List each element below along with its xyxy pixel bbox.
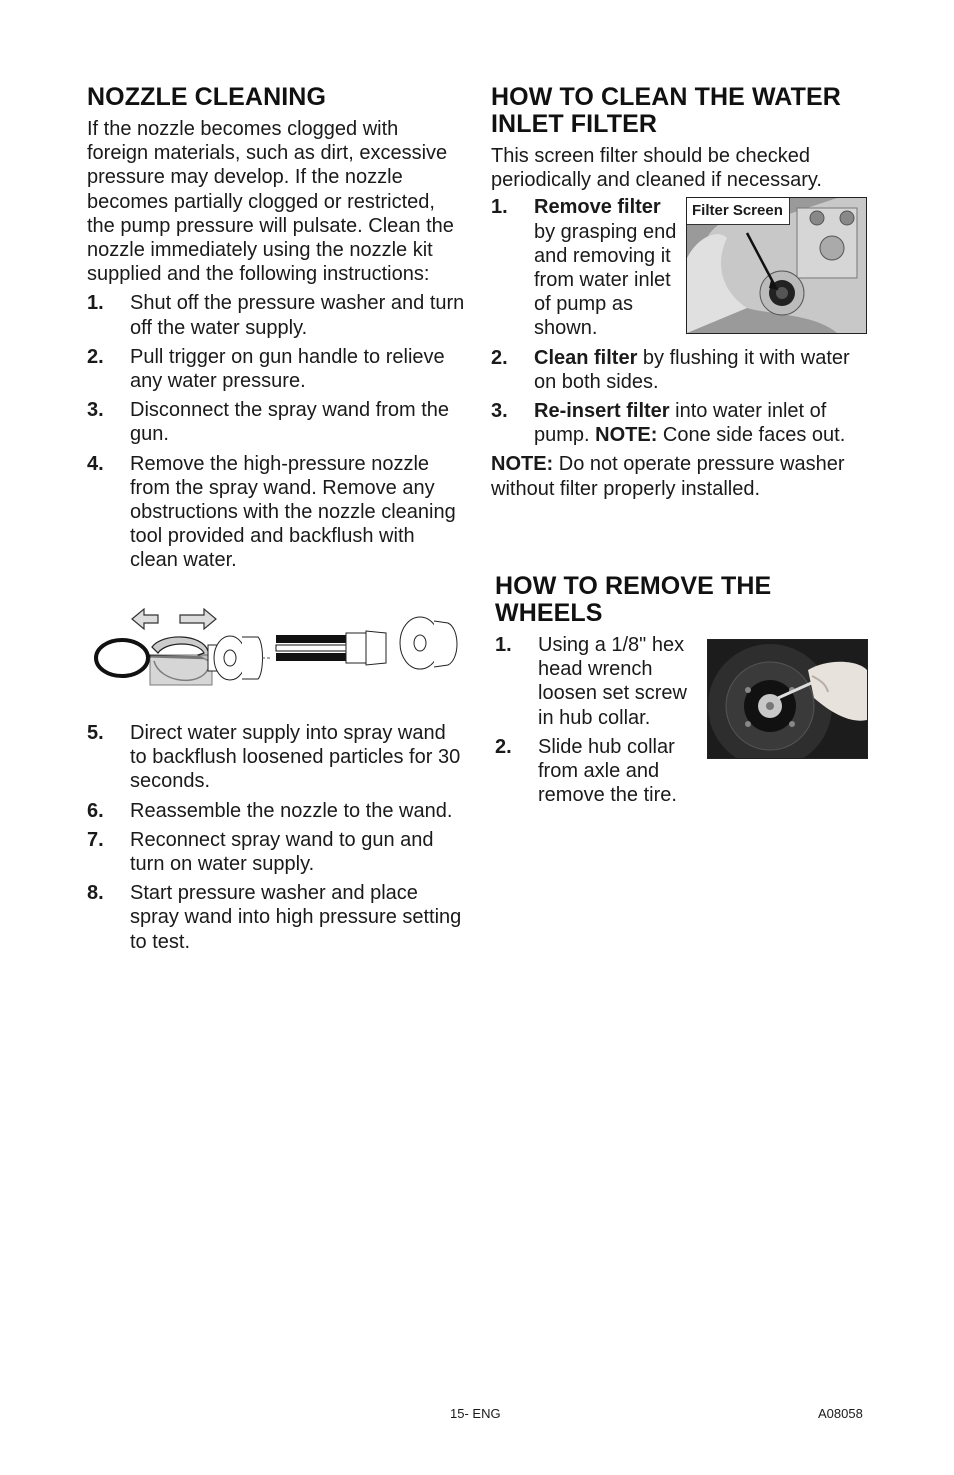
list-item: 4. Remove the high-pressure nozzle from the spray wand. Remove any obstructions with the nozzle cleaning tool provided and backflush with clean water. bbox=[87, 452, 456, 572]
wheels-heading: HOW TO REMOVE THE WHEELS bbox=[495, 572, 772, 627]
list-item: 3. Disconnect the spray wand from the gun. bbox=[87, 399, 450, 446]
inlet-filter-heading: HOW TO CLEAN THE WATER INLET FILTER bbox=[491, 83, 841, 138]
filter-screen-photo bbox=[686, 197, 867, 334]
document-code: A08058 bbox=[818, 1406, 863, 1421]
list-item: 8. Start pressure washer and place spray wand into high pressure setting to test. bbox=[87, 882, 462, 953]
cleaning-tool-icon bbox=[96, 640, 148, 676]
nozzle-cleaning-illustration bbox=[92, 603, 464, 695]
list-item: 1. Using a 1/8" hex head wrench loosen set screw in hub collar. bbox=[495, 634, 687, 729]
list-item: 3. Re-insert filter into water inlet of pump. NOTE: Cone side faces out. bbox=[491, 400, 846, 447]
nozzle-cleaning-section bbox=[87, 84, 465, 573]
list-item: 2. Pull trigger on gun handle to relieve any water pressure. bbox=[87, 345, 445, 393]
filter-intro: This screen filter should be checked periodically and cleaned if necessary. bbox=[491, 145, 822, 192]
nozzle-icon bbox=[208, 636, 263, 680]
list-item: 1. Shut off the pressure washer and turn off the water supply. bbox=[87, 292, 465, 339]
list-item: 7. Reconnect spray wand to gun and turn on water supply. bbox=[87, 828, 434, 876]
nozzle-steps-b-wrap bbox=[87, 721, 465, 954]
wheel-removal-photo bbox=[707, 639, 868, 759]
spray-wand-icon bbox=[276, 617, 457, 669]
nozzle-intro: If the nozzle becomes clogged with foreign materials, such as dirt, excessive pressure may develop. If the nozzle becomes partially clogged or restricted, the pump pressure will pulsate. Clean the nozzle immediately using the nozzle kit supplied and the following instructions: bbox=[87, 118, 454, 286]
list-item: 6. Reassemble the nozzle to the wand. bbox=[87, 799, 453, 822]
filter-screen-label: Filter Screen bbox=[687, 198, 790, 225]
list-item: 5. Direct water supply into spray wand to backflush loosened particles for 30 seconds. bbox=[87, 722, 461, 793]
list-item: 1. Remove filter by grasping end and removing it from water inlet of pump as shown. bbox=[491, 196, 677, 340]
nozzle-steps-b bbox=[87, 721, 465, 954]
filter-note: NOTE: Do not operate pressure washer without filter properly installed. bbox=[491, 453, 845, 500]
double-arrow-icon bbox=[132, 609, 216, 629]
nozzle-steps-a bbox=[87, 291, 465, 572]
list-item: 2. Clean filter by flushing it with water on both sides. bbox=[491, 346, 850, 393]
page-number: 15- ENG bbox=[450, 1406, 501, 1421]
wheel-wrench-icon bbox=[708, 640, 867, 758]
nozzle-cleaning-heading: NOZZLE CLEANING bbox=[87, 83, 326, 111]
list-item: 2. Slide hub collar from axle and remove the tire. bbox=[495, 735, 677, 807]
